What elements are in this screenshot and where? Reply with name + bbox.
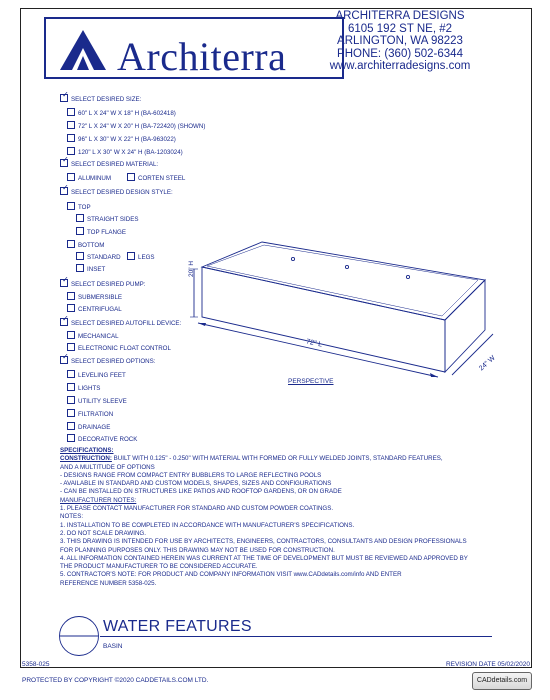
title-circle-icon: [58, 615, 100, 657]
autofill-option[interactable]: ELECTRONIC FLOAT CONTROL: [67, 343, 171, 353]
sheet-title: WATER FEATURES: [103, 618, 252, 635]
sheet-subtitle: BASIN: [103, 643, 123, 650]
material-option[interactable]: CORTEN STEEL: [127, 173, 185, 183]
logo-icon: [58, 28, 108, 72]
company-info: [300, 10, 500, 73]
manufacturer-note: 1. PLEASE CONTACT MANUFACTURER FOR STANDARD AND CUSTOM POWDER COATINGS.: [60, 505, 334, 513]
company-website[interactable]: www.architerradesigns.com: [329, 60, 471, 72]
autofill-checkbox[interactable]: ✓: [60, 318, 68, 326]
spec-bullet: - CAN BE INSTALLED ON STRUCTURES LIKE PATIOS AND ROOFTOP GARDENS, OR ON GRADE: [60, 488, 342, 496]
design-top-option[interactable]: TOP FLANGE: [76, 227, 126, 237]
notes-heading: NOTES:: [60, 513, 84, 521]
manufacturer-notes-heading: MANUFACTURER NOTES:: [60, 496, 137, 504]
note-line: FOR PLANNING PURPOSES ONLY. THIS DRAWING MAY NOT BE USED FOR CONSTRUCTION.: [60, 546, 335, 554]
note-line: 1. INSTALLATION TO BE COMPLETED IN ACCORDANCE WITH MANUFACTURER'S SPECIFICATIONS.: [60, 521, 355, 529]
size-option[interactable]: 120" L X 30" W X 24" H (BA-1203024): [67, 147, 183, 157]
extras-option[interactable]: DECORATIVE ROCK: [67, 434, 137, 444]
design-bottom[interactable]: BOTTOM: [67, 240, 104, 250]
pump-heading: ✓ SELECT DESIRED PUMP:: [62, 275, 146, 288]
copyright-notice: PROTECTED BY COPYRIGHT ©2020 CADDETAILS.COM LTD.: [22, 677, 209, 684]
spec-bullet: - AVAILABLE IN STANDARD AND CUSTOM MODELS, SHAPES, SIZES AND CONFIGURATIONS: [60, 480, 332, 488]
construction-label: CONSTRUCTION:: [60, 455, 112, 463]
size-option[interactable]: 60" L X 24" W X 18" H (BA-602418): [67, 108, 176, 118]
company-phone: PHONE: (360) 502-6344: [337, 47, 463, 60]
extras-option[interactable]: UTILITY SLEEVE: [67, 396, 127, 406]
extras-option[interactable]: LIGHTS: [67, 383, 100, 393]
width-dimension-label: 24" W: [478, 354, 497, 373]
size-heading: ✓ SELECT DESIRED SIZE:: [62, 90, 142, 103]
autofill-heading: ✓ SELECT DESIRED AUTOFILL DEVICE:: [62, 314, 182, 327]
height-dimension-label: 20" H: [188, 260, 195, 277]
length-dimension-label: 72" L: [305, 338, 323, 349]
material-heading: ✓ SELECT DESIRED MATERIAL:: [62, 155, 159, 168]
company-name: ARCHITERRA DESIGNS: [335, 10, 465, 22]
note-line: THE PRODUCT MANUFACTURER TO BE CONSIDERED ACCURATE.: [60, 563, 258, 571]
caddetails-link-button[interactable]: CADdetails.com: [472, 672, 532, 690]
extras-heading: ✓ SELECT DESIRED OPTIONS:: [62, 352, 156, 365]
pump-checkbox[interactable]: ✓: [60, 279, 68, 287]
size-option[interactable]: 96" L X 30" W X 22" H (BA-963022): [67, 134, 176, 144]
extras-option[interactable]: DRAINAGE: [67, 422, 110, 432]
title-underline: [100, 636, 492, 637]
material-option[interactable]: ALUMINUM: [67, 173, 111, 183]
basin-perspective-drawing: [180, 225, 510, 395]
design-bottom-option[interactable]: INSET: [76, 264, 105, 274]
autofill-option[interactable]: MECHANICAL: [67, 331, 119, 341]
design-bottom-option[interactable]: STANDARD: [76, 252, 121, 262]
pump-option[interactable]: SUBMERSIBLE: [67, 292, 122, 302]
construction-cont: AND A MULTITUDE OF OPTIONS: [60, 463, 155, 471]
size-option[interactable]: 72" L X 24" W X 20" H (BA-722420) (SHOWN): [67, 121, 205, 131]
design-top[interactable]: TOP: [67, 202, 91, 212]
note-line: 5. CONTRACTOR'S NOTE: FOR PRODUCT AND COMPANY INFORMATION VISIT www.CADdetails.com/info AND ENTER: [60, 571, 402, 579]
design-checkbox[interactable]: ✓: [60, 187, 68, 195]
extras-checkbox[interactable]: ✓: [60, 356, 68, 364]
design-bottom-option[interactable]: LEGS: [127, 252, 155, 262]
pump-option[interactable]: CENTRIFUGAL: [67, 304, 122, 314]
construction-text: BUILT WITH 0.125" - 0.250" WITH MATERIAL WITH FORMED OR FULLY WELDED JOINTS, STANDARD FEATURES,: [111, 455, 443, 463]
revision-date: REVISION DATE 05/02/2020: [445, 661, 530, 668]
spec-heading: SPECIFICATIONS:: [60, 447, 114, 454]
material-checkbox[interactable]: ✓: [60, 159, 68, 167]
design-heading: ✓ SELECT DESIRED DESIGN STYLE:: [62, 183, 173, 196]
logo-wordmark: Architerra: [117, 34, 287, 79]
size-checkbox[interactable]: ✓: [60, 94, 68, 102]
note-line: 2. DO NOT SCALE DRAWING.: [60, 529, 146, 537]
note-line: REFERENCE NUMBER 5358-025.: [60, 579, 157, 587]
extras-option[interactable]: FILTRATION: [67, 409, 113, 419]
design-top-option[interactable]: STRAIGHT SIDES: [76, 214, 138, 224]
company-address-line1: 6105 192 ST NE, #2: [348, 22, 452, 35]
extras-option[interactable]: LEVELING FEET: [67, 370, 126, 380]
reference-number: 5358-025: [22, 661, 50, 668]
spec-bullet: - DESIGNS RANGE FROM COMPACT ENTRY BUBBLERS TO LARGE REFLECTING POOLS: [60, 471, 322, 479]
specifications-block: [60, 447, 468, 588]
note-line: 3. THIS DRAWING IS INTENDED FOR USE BY ARCHITECTS, ENGINEERS, CONTRACTORS, CONSULTANTS AND DESIGN PROFESSIONALS: [60, 538, 467, 546]
company-address-line2: ARLINGTON, WA 98223: [337, 35, 463, 47]
perspective-caption: PERSPECTIVE: [288, 378, 334, 385]
note-line: 4. ALL INFORMATION CONTAINED HEREIN WAS CURRENT AT THE TIME OF DEVELOPMENT BUT MUST BE REVIEWED AND APPROVED BY: [60, 554, 468, 562]
